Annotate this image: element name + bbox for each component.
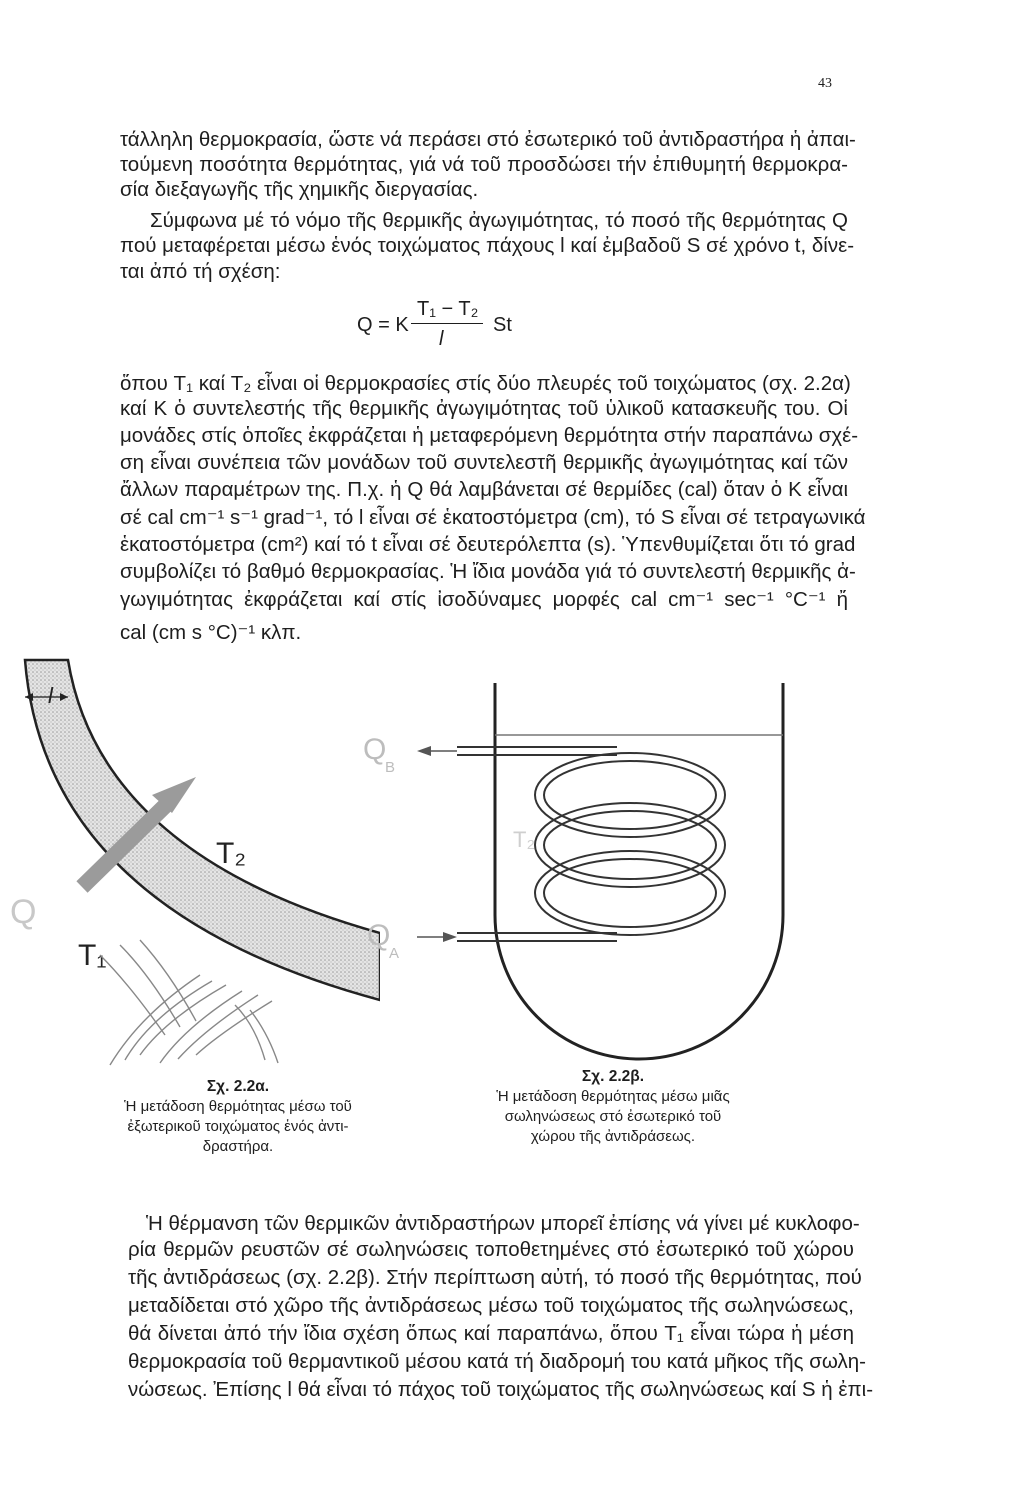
figure-2-2a-reactor-wall: [0, 655, 380, 1075]
para3-line2: καί K ὁ συντελεστής τῆς θερμικῆς ἀγωγιμότητας τοῦ ὑλικοῦ κατασκευῆς του. Οἱ: [120, 397, 848, 420]
inlet-q-subscript: A: [389, 945, 400, 962]
figure-2-2b-title: Σχ. 2.2β.: [581, 1068, 645, 1085]
figure-2-2a-title: Σχ. 2.2α.: [206, 1078, 270, 1095]
para4-line3: τῆς ἀντιδράσεως (σχ. 2.2β). Στήν περίπτωση αὐτή, τό ποσό τῆς θερμότητας, πού: [128, 1266, 862, 1289]
temp-t2-label: T₂: [216, 837, 246, 870]
inlet-q-label: Q: [367, 919, 391, 952]
figure-2-2b-coil-reactor: [355, 675, 865, 1075]
temp-t2-label-b: T₂: [513, 827, 535, 852]
para3-line8: συμβολίζει τό βαθμό θερμοκρασίας. Ἡ ἴδια μονάδα γιά τό συντελεστή θερμικῆς ἀ-: [120, 560, 856, 583]
outlet-arrow: [417, 746, 431, 756]
figure-2-2a-caption-line3: δραστήρα.: [202, 1138, 274, 1155]
reactor-vessel: [495, 683, 783, 1059]
temp-t1-label: T₁: [78, 939, 107, 972]
figure-2-2a-caption: [120, 1077, 356, 1157]
formula-rhs: St: [493, 314, 512, 336]
para4-line2: ρία θερμῶν ρευστῶν σέ σωληνώσεις τοποθετημένες στό ἐσωτερικό τοῦ χώρου: [128, 1238, 854, 1261]
para4-line6: θερμοκρασία τοῦ θερμαντικοῦ μέσου κατά τή διαδρομή του κατά μῆκος τῆς σωλη-: [128, 1350, 866, 1373]
heat-conduction-formula: [357, 298, 525, 358]
para2-line3: ται ἀπό τή σχέση:: [120, 260, 281, 283]
outlet-q-label: Q: [363, 733, 387, 766]
heat-q-label: Q: [10, 893, 37, 931]
page-number: 43: [818, 76, 832, 91]
formula-lhs: Q = K: [357, 314, 409, 336]
para1-line3: σία διεξαγωγῆς τῆς χημικῆς διεργασίας.: [120, 178, 479, 201]
para3-line6: σέ cal cm⁻¹ s⁻¹ grad⁻¹, τό l εἶναι σέ ἑκατοστόμετρα (cm), τό S εἶναι σέ τετραγωνικά: [120, 506, 866, 529]
inlet-arrow: [443, 932, 457, 942]
formula-fraction-bar: [411, 323, 483, 324]
para1-line1: τάλληλη θερμοκρασία, ὥστε νά περάσει στό ἐσωτερικό τοῦ ἀντιδραστήρα ἡ ἀπαι-: [120, 128, 856, 151]
thickness-label: l: [48, 683, 53, 708]
figure-2-2b-caption-line1: Ἡ μετάδοση θερμότητας μέσω μιᾶς: [496, 1088, 730, 1105]
flame-hatching: [100, 940, 278, 1065]
para3-line1: ὅπου T₁ καί T₂ εἶναι οἱ θερμοκρασίες στίς δύο πλευρές τοῦ τοιχώματος (σχ. 2.2α): [120, 372, 851, 395]
para1-line2: τούμενη ποσότητα θερμότητας, γιά νά τοῦ προσδώσει τήν ἐπιθυμητή θερμοκρα-: [120, 153, 848, 176]
para4-line1: Ἡ θέρμανση τῶν θερμικῶν ἀντιδραστήρων μπορεῖ ἐπίσης νά γίνει μέ κυκλοφο-: [146, 1212, 860, 1235]
figure-2-2a-caption-line1: Ἡ μετάδοση θερμότητας μέσω τοῦ: [124, 1098, 352, 1115]
figure-2-2b-caption: [458, 1067, 768, 1147]
figure-2-2b-caption-line3: χώρου τῆς ἀντιδράσεως.: [530, 1128, 696, 1145]
para3-line4: ση εἶναι συνέπεια τῶν μονάδων τοῦ συντελεστῆ θερμικῆς ἀγωγιμότητας καί τῶν: [120, 451, 848, 474]
para3-line10: cal (cm s °C)⁻¹ κλπ.: [120, 621, 302, 644]
para2-line2: πού μεταφέρεται μέσω ἑνός τοιχώματος πάχους l καί ἐμβαδοῦ S σέ χρόνο t, δίνε-: [120, 234, 855, 257]
para4-line7: νώσεως. Ἐπίσης l θά εἶναι τό πάχος τοῦ τοιχώματος τῆς σωληνώσεως καί S ἡ ἐπι-: [128, 1378, 874, 1401]
para3-line3: μονάδες στίς ὁποῖες ἐκφράζεται ἡ μεταφερόμενη θερμότητα στήν παραπάνω σχέ-: [120, 424, 859, 447]
outlet-q-subscript: B: [385, 759, 396, 776]
figure-2-2a-caption-line2: ἐξωτερικοῦ τοιχώματος ἑνός ἀντι-: [127, 1118, 349, 1135]
para2-line1: Σύμφωνα μέ τό νόμο τῆς θερμικῆς ἀγωγιμότητας, τό ποσό τῆς θερμότητας Q: [150, 209, 848, 232]
para3-line9: γωγιμότητας ἐκφράζεται καί στίς ἰσοδύναμες μορφές cal cm⁻¹ sec⁻¹ °C⁻¹ ἤ: [120, 588, 848, 611]
para3-line7: ἑκατοστόμετρα (cm²) καί τό t εἶναι σέ δευτερόλεπτα (s). Ὑπενθυμίζεται ὅτι τό grad: [120, 533, 856, 556]
formula-denominator: l: [439, 328, 444, 350]
para4-line5: θά δίνεται ἀπό τήν ἴδια σχέση ὅπως καί παραπάνω, ὅπου T₁ εἶναι τώρα ἡ μέση: [128, 1322, 854, 1345]
para4-line4: μεταδίδεται στό χῶρο τῆς ἀντιδράσεως μέσω τοῦ τοιχώματος τῆς σωληνώσεως,: [128, 1294, 854, 1317]
formula-numerator: T₁ − T₂: [417, 298, 479, 320]
para3-line5: ἄλλων παραμέτρων της. Π.χ. ἡ Q θά λαμβάνεται σέ θερμίδες (cal) ὅταν ὁ K εἶναι: [120, 478, 848, 501]
heating-coil: [457, 747, 725, 941]
figure-2-2b-caption-line2: σωληνώσεως στό ἐσωτερικό τοῦ: [504, 1108, 722, 1125]
